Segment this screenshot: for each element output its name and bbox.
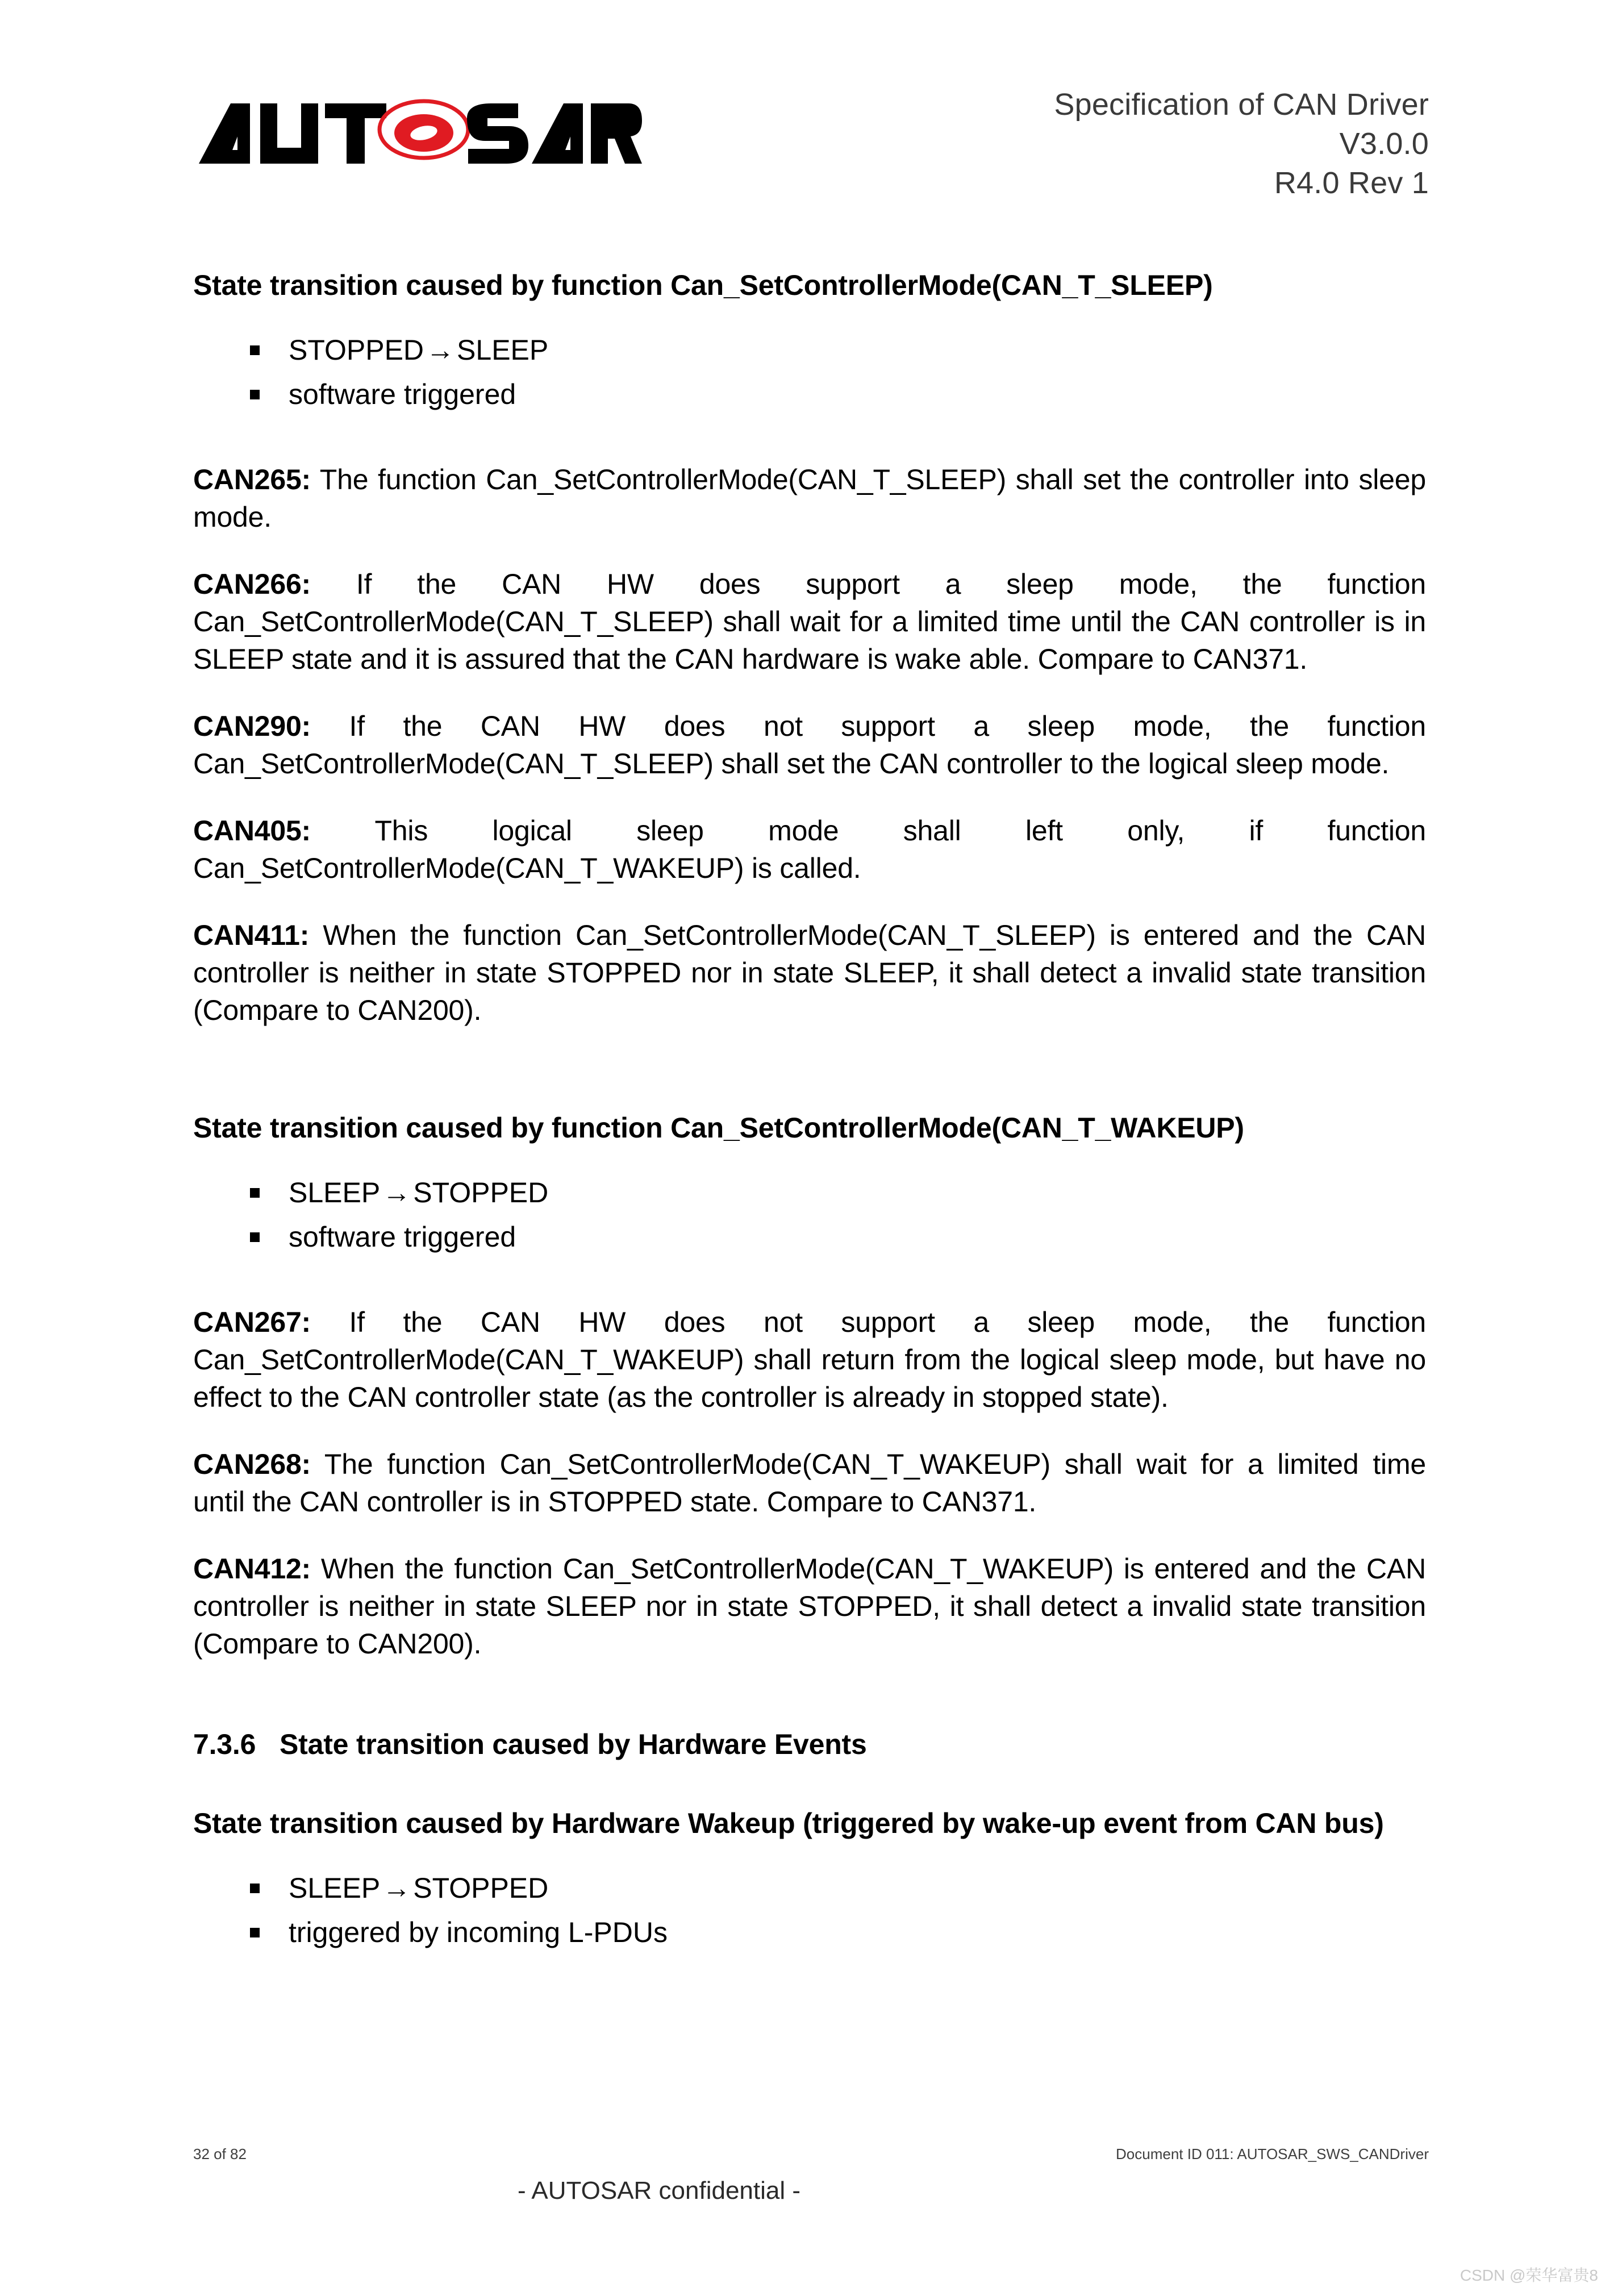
page-content xyxy=(193,267,1426,1957)
heading-wakeup-transition: State transition caused by function Can_SetControllerMode(CAN_T_WAKEUP) xyxy=(193,1112,1244,1144)
list-item xyxy=(248,1173,1426,1212)
bullet-list-hardware-wakeup xyxy=(193,1868,1426,1952)
requirement-id: CAN266: xyxy=(193,568,311,600)
requirement-id: CAN290: xyxy=(193,710,311,742)
page-number: 32 of 82 xyxy=(193,2145,247,2162)
requirement-can411 xyxy=(193,916,1426,1029)
state-to: STOPPED xyxy=(413,1872,549,1904)
state-from: SLEEP xyxy=(289,1872,381,1904)
arrow-right-icon: → xyxy=(382,1872,411,1904)
list-item-label: software triggered xyxy=(289,378,516,410)
page-header xyxy=(193,85,1429,201)
autosar-logo xyxy=(193,95,642,169)
square-bullet-icon xyxy=(250,1188,260,1198)
square-bullet-icon xyxy=(250,345,260,355)
doc-title-line: Specification of CAN Driver xyxy=(1054,87,1429,122)
requirement-can290 xyxy=(193,707,1426,782)
document-title-block xyxy=(1054,85,1429,203)
requirement-text: If the CAN HW does support a sleep mode, the function Can_SetControllerMode(CAN_T_SLEEP) shall wait for a limited time until the CAN controller is in SLEEP state and it is assured that the CAN hardware is wake able. Compare to CAN371. xyxy=(193,568,1426,675)
list-item-label: triggered by incoming L-PDUs xyxy=(289,1916,668,1948)
square-bullet-icon xyxy=(250,1232,260,1242)
requirement-id: CAN268: xyxy=(193,1448,311,1480)
heading-sleep-transition: State transition caused by function Can_SetControllerMode(CAN_T_SLEEP) xyxy=(193,269,1213,301)
doc-release-line: R4.0 Rev 1 xyxy=(1274,166,1429,201)
list-item-label: software triggered xyxy=(289,1221,516,1253)
requirement-id: CAN267: xyxy=(193,1306,311,1338)
square-bullet-icon xyxy=(250,390,260,399)
bullet-list-wakeup xyxy=(193,1173,1426,1257)
requirement-text: The function Can_SetControllerMode(CAN_T_WAKEUP) shall wait for a limited time until the CAN controller is in STOPPED state. Compare to CAN371. xyxy=(193,1448,1426,1518)
requirement-can405 xyxy=(193,812,1426,887)
page-footer xyxy=(193,2145,1429,2205)
requirement-text: This logical sleep mode shall left only, if function Can_SetControllerMode(CAN_T_WAKEUP) is called. xyxy=(193,815,1426,884)
requirement-can268 xyxy=(193,1445,1426,1520)
requirement-can412 xyxy=(193,1550,1426,1662)
section-number: 7.3.6 xyxy=(193,1728,256,1760)
list-item xyxy=(248,1217,1426,1257)
arrow-right-icon: → xyxy=(426,334,455,366)
list-item xyxy=(248,1912,1426,1952)
heading-section-736 xyxy=(193,1726,1426,1763)
requirement-text: If the CAN HW does not support a sleep mode, the function Can_SetControllerMode(CAN_T_SLEEP) shall set the CAN controller to the logical sleep mode. xyxy=(193,710,1426,780)
requirement-id: CAN411: xyxy=(193,919,310,951)
requirement-text: If the CAN HW does not support a sleep mode, the function Can_SetControllerMode(CAN_T_WAKEUP) shall return from the logical sleep mode, but have no effect to the CAN controller state (as the controller is already in stopped state). xyxy=(193,1306,1426,1413)
square-bullet-icon xyxy=(250,1884,260,1893)
requirement-can265 xyxy=(193,461,1426,536)
requirement-can267 xyxy=(193,1303,1426,1416)
list-item xyxy=(248,374,1426,414)
requirement-id: CAN405: xyxy=(193,815,311,847)
state-from: STOPPED xyxy=(289,334,424,366)
state-to: STOPPED xyxy=(413,1177,549,1209)
doc-version-line: V3.0.0 xyxy=(1339,127,1429,161)
heading-hardware-wakeup: State transition caused by Hardware Wakeup (triggered by wake-up event from CAN bus) xyxy=(193,1807,1384,1839)
state-from: SLEEP xyxy=(289,1177,381,1209)
state-to: SLEEP xyxy=(457,334,549,366)
confidential-notice: - AUTOSAR confidential - xyxy=(517,2177,801,2205)
requirement-text: When the function Can_SetControllerMode(CAN_T_SLEEP) is entered and the CAN controller is neither in state STOPPED nor in state SLEEP, it shall detect a invalid state transition (Compare to CAN200). xyxy=(193,919,1426,1026)
arrow-right-icon: → xyxy=(382,1177,411,1209)
document-id: Document ID 011: AUTOSAR_SWS_CANDriver xyxy=(1116,2145,1429,2162)
list-item xyxy=(248,1868,1426,1908)
bullet-list-sleep xyxy=(193,330,1426,414)
requirement-text: The function Can_SetControllerMode(CAN_T_SLEEP) shall set the controller into sleep mode. xyxy=(193,464,1426,533)
csdn-watermark: CSDN @荣华富贵8 xyxy=(1460,2266,1598,2284)
section-title: State transition caused by Hardware Events xyxy=(280,1728,867,1760)
square-bullet-icon xyxy=(250,1928,260,1937)
requirement-id: CAN412: xyxy=(193,1553,311,1585)
list-item xyxy=(248,330,1426,370)
requirement-can266 xyxy=(193,565,1426,678)
requirement-id: CAN265: xyxy=(193,464,311,495)
requirement-text: When the function Can_SetControllerMode(CAN_T_WAKEUP) is entered and the CAN controller is neither in state SLEEP nor in state STOPPED, it shall detect a invalid state transition (Compare to CAN200). xyxy=(193,1553,1426,1660)
